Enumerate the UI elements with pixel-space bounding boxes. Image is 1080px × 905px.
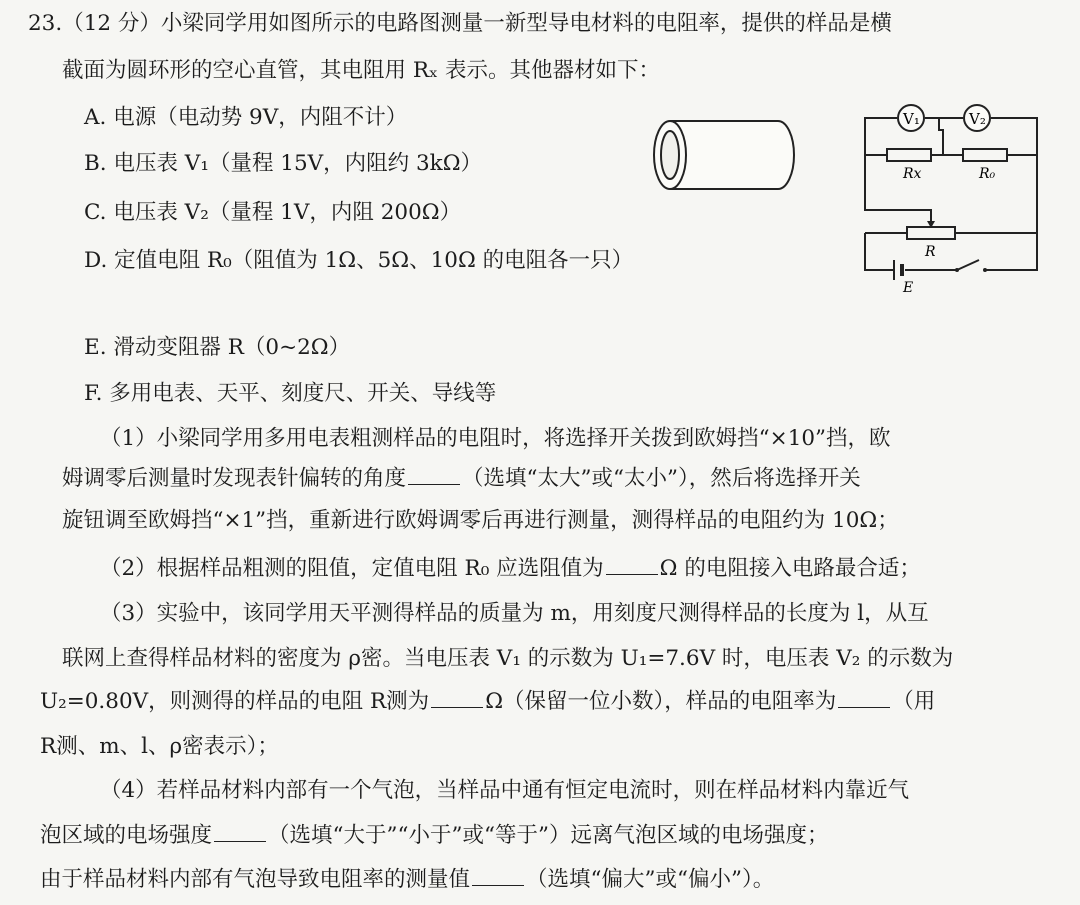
part3-line3 — [40, 688, 935, 716]
part4-line2 — [40, 822, 828, 850]
part4-text-a: 泡区域的电场强度 — [40, 823, 213, 848]
part1-line2 — [62, 465, 861, 493]
part4-line1: （4）若样品材料内部有一个气泡，当样品中通有恒定电流时，则在样品材料内靠近气 — [100, 778, 910, 803]
part1-text-b: （选填“太大”或“太小”），然后将选择开关 — [462, 466, 861, 491]
question-header: 23.（12 分）小梁同学用如图所示的电路图测量一新型导电材料的电阻率，提供的样品是横 — [28, 11, 892, 36]
part3-text-a: U₂=0.80V，则测得的样品的电阻 R测为 — [40, 689, 430, 714]
question-intro: 截面为圆环形的空心直管，其电阻用 Rₓ 表示。其他器材如下： — [62, 58, 660, 83]
answer-blank-2 — [606, 556, 658, 575]
label-v2: V₂ — [969, 110, 986, 128]
part2-text-a: （2）根据样品粗测的阻值，定值电阻 R₀ 应选阻值为 — [100, 556, 604, 581]
part1-line3: 旋钮调至欧姆挡“×1”挡，重新进行欧姆调零后再进行测量，测得样品的电阻约为 10Ω； — [62, 508, 899, 533]
answer-blank-5 — [214, 823, 266, 842]
part3-text-b: Ω（保留一位小数），样品的电阻率为 — [485, 689, 837, 714]
answer-blank-4 — [838, 689, 890, 708]
label-r: R — [925, 244, 936, 260]
option-f: F. 多用电表、天平、刻度尺、开关、导线等 — [84, 381, 497, 406]
option-a: A. 电源（电动势 9V，内阻不计） — [84, 105, 408, 130]
option-e: E. 滑动变阻器 R（0~2Ω） — [84, 335, 351, 360]
part4-text-b: （选填“大于”“小于”或“等于”）远离气泡区域的电场强度； — [268, 823, 829, 848]
option-c: C. 电压表 V₂（量程 1V，内阻 200Ω） — [84, 200, 462, 225]
part3-line1: （3）实验中，该同学用天平测得样品的质量为 m，用刻度尺测得样品的长度为 l，从互 — [100, 601, 929, 626]
part3-text-c: （用 — [892, 689, 936, 714]
part4-text-b2: （选填“偏大”或“偏小”）。 — [526, 867, 775, 892]
hollow-tube-figure — [648, 117, 808, 193]
part1-line1: （1）小梁同学用多用电表粗测样品的电阻时，将选择开关拨到欧姆挡“×10”挡，欧 — [100, 426, 891, 451]
part4-text-a2: 由于样品材料内部有气泡导致电阻率的测量值 — [40, 867, 471, 892]
answer-blank-1 — [408, 466, 460, 485]
part4-line3 — [40, 866, 774, 894]
part3-line4: R测、m、l、ρ密表示）； — [40, 734, 279, 759]
part3-line2: 联网上查得样品材料的密度为 ρ密。当电压表 V₁ 的示数为 U₁=7.6V 时，电压表 V₂ 的示数为 — [62, 646, 954, 671]
part1-text-a: 姆调零后测量时发现表针偏转的角度 — [62, 466, 407, 491]
part2-line — [100, 555, 921, 583]
label-rx: Rx — [903, 166, 922, 182]
answer-blank-3 — [431, 689, 483, 708]
label-v1: V₁ — [903, 110, 920, 128]
label-e: E — [903, 280, 914, 295]
part2-text-b: Ω 的电阻接入电路最合适； — [659, 556, 921, 581]
option-b: B. 电压表 V₁（量程 15V，内阻约 3kΩ） — [84, 151, 483, 176]
label-r0: R₀ — [979, 166, 996, 182]
answer-blank-6 — [472, 867, 524, 886]
option-d: D. 定值电阻 R₀（阻值为 1Ω、5Ω、10Ω 的电阻各一只） — [84, 248, 634, 273]
circuit-diagram — [855, 100, 1045, 295]
